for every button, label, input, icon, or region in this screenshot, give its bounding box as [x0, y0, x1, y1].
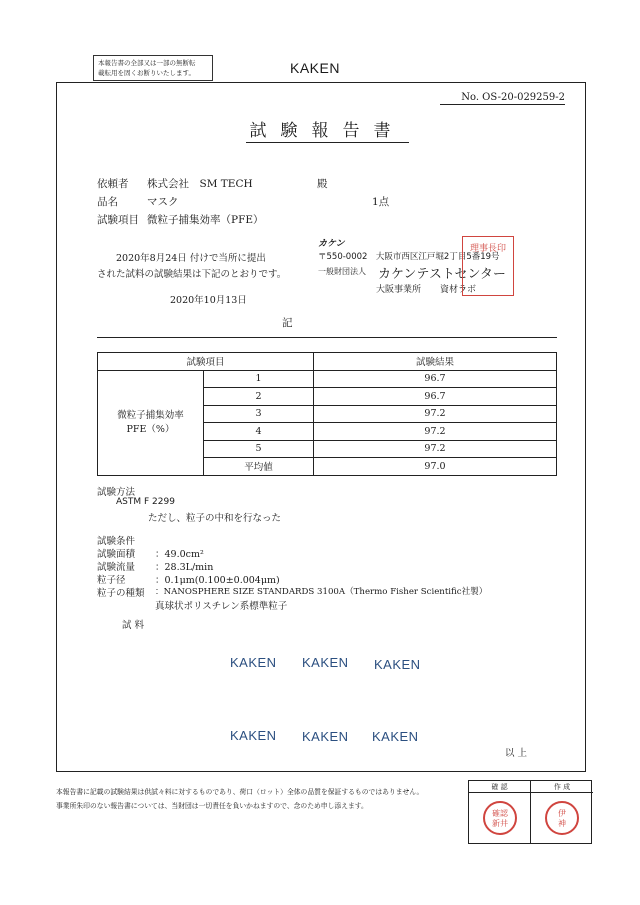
average-label: 平均値 — [204, 458, 314, 476]
end-mark: 以 上 — [505, 748, 528, 759]
intro-line-2: された試料の試験結果は下記のとおりです。 — [97, 269, 287, 280]
report-number: No. OS-20-029259-2 — [440, 92, 565, 105]
area-label: 試験面積 — [97, 549, 136, 560]
trial-number: 4 — [204, 423, 314, 441]
method-note: ただし、粒子の中和を行なった — [148, 513, 282, 524]
trial-value: 96.7 — [314, 370, 557, 388]
trial-value: 96.7 — [314, 388, 557, 406]
brand-header: KAKEN — [290, 60, 340, 76]
table-row — [98, 370, 557, 388]
ki-mark: 記 — [282, 317, 293, 329]
average-value: 97.0 — [314, 458, 557, 476]
intro-line-1: 2020年8月24日 付けで当所に提出 — [116, 253, 266, 264]
client-suffix: 殿 — [317, 178, 328, 190]
method-title: 試験方法 — [97, 487, 136, 498]
results-table — [97, 352, 557, 476]
trial-number: 1 — [204, 370, 314, 388]
kind-value-2: 真球状ポリスチレン系標準粒子 — [155, 601, 288, 612]
header-test-item: 試験項目 — [98, 353, 314, 371]
trial-value: 97.2 — [314, 423, 557, 441]
item-quantity: 1点 — [372, 196, 390, 208]
item-name-cell: 微粒子捕集効率 PFE（%） — [98, 370, 204, 475]
footer-disclaimer-2: 事業所朱印のない報告書については、当財団は一切責任を負いかねますので、念のため申し添えます。 — [56, 802, 368, 810]
signature-table — [468, 780, 592, 844]
org-branch: 大阪事業所 — [376, 285, 422, 295]
make-cell: 作 成 伊 神 — [531, 781, 593, 843]
org-address: 〒550-0002 大阪市西区江戸堀2丁目5番19号 — [318, 252, 500, 262]
reproduction-notice: 本報告書の全部又は一部の無断転 載転用を固くお断りいたします。 — [93, 55, 213, 81]
trial-value: 97.2 — [314, 440, 557, 458]
kaken-logo: カケン — [318, 239, 345, 249]
sample-logo: KAKEN — [230, 655, 277, 670]
sample-logo: KAKEN — [230, 728, 277, 743]
kind-label: 粒子の種類 — [97, 588, 145, 599]
size-label: 粒子径 — [97, 575, 126, 586]
method-standard: ASTM F 2299 — [116, 497, 175, 507]
footer-disclaimer-1: 本報告書に記載の試験結果は供試々料に対するものであり、荷口（ロット）全体の品質を保証するものではありません。 — [56, 788, 424, 796]
divider-rule — [97, 337, 557, 338]
trial-value: 97.2 — [314, 405, 557, 423]
table-header-row — [98, 353, 557, 371]
header-test-result: 試験結果 — [314, 353, 557, 371]
sample-logo: KAKEN — [302, 729, 349, 744]
make-seal: 伊 神 — [545, 801, 579, 835]
check-cell: 確 認 確認 新井 — [469, 781, 531, 843]
sample-logo: KAKEN — [302, 655, 349, 670]
conditions-title: 試験条件 — [97, 536, 136, 547]
report-title: 試験報告書 — [0, 116, 640, 141]
flow-value: ：28.3L/min — [155, 562, 214, 573]
flow-label: 試験流量 — [97, 562, 136, 573]
sample-logo: KAKEN — [374, 657, 421, 672]
org-dept: 資材ラボ — [440, 285, 477, 295]
sample-label: 試 料 — [122, 620, 145, 631]
org-type: 一般財団法人 — [318, 267, 366, 276]
org-seal-stamp: 理事長印 — [462, 236, 514, 296]
trial-number: 2 — [204, 388, 314, 406]
issue-date: 2020年10月13日 — [170, 295, 247, 306]
trial-number: 3 — [204, 405, 314, 423]
size-value: ：0.1μm(0.100±0.004μm) — [155, 575, 280, 586]
sample-logo: KAKEN — [372, 729, 419, 744]
area-value: ：49.0cm² — [155, 549, 204, 560]
trial-number: 5 — [204, 440, 314, 458]
kind-value: ：NANOSPHERE SIZE STANDARDS 3100A（Thermo Fisher Scientific社製） — [155, 587, 488, 597]
org-name: カケンテストセンター — [378, 267, 506, 282]
check-seal: 確認 新井 — [483, 801, 517, 835]
